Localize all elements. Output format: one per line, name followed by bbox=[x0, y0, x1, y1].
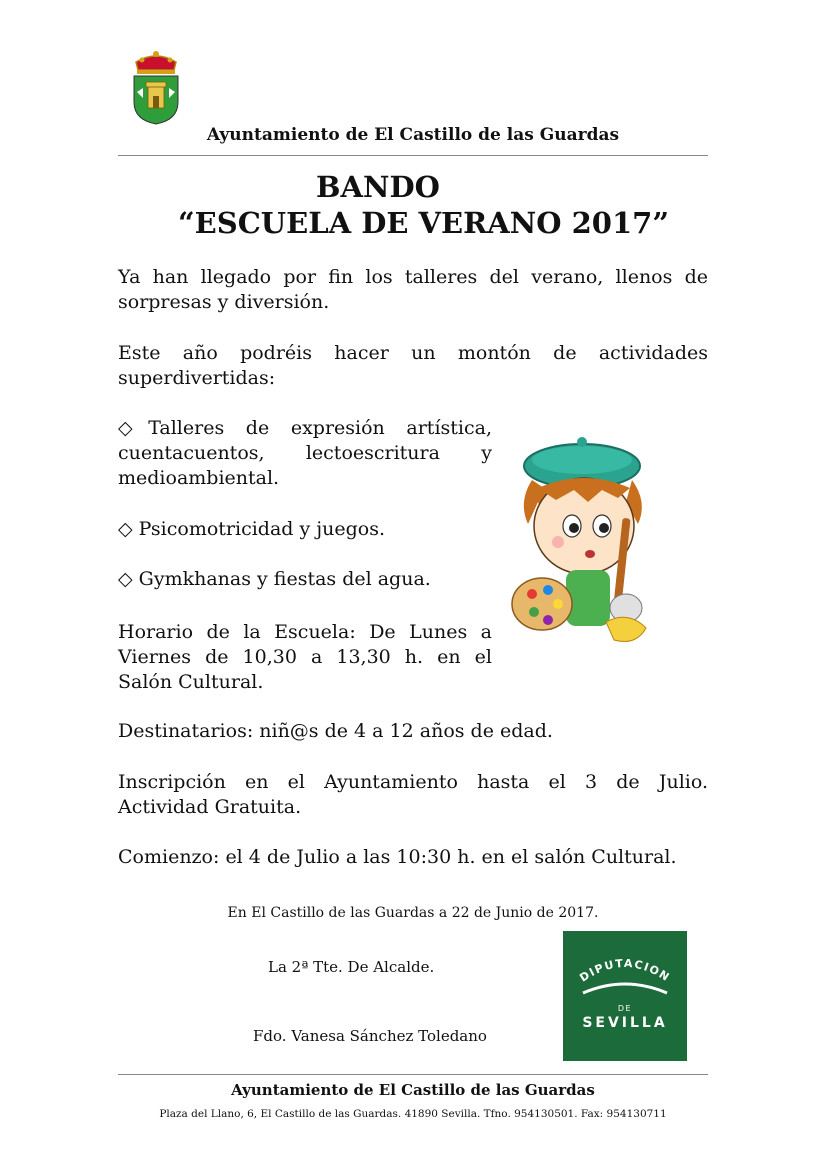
schedule-line-2: Viernes de 10,30 a 13,30 h. en el bbox=[118, 646, 492, 668]
logo-line-1: DIPUTACION bbox=[577, 956, 673, 985]
bullet-workshops-line-3: medioambiental. bbox=[118, 467, 280, 489]
schedule-paragraph bbox=[118, 620, 492, 695]
notice-title: BANDO bbox=[316, 170, 440, 204]
header-organization: Ayuntamiento de El Castillo de las Guardas bbox=[206, 125, 620, 145]
registration-line-2: Actividad Gratuita. bbox=[118, 796, 302, 818]
bullet-workshops-line-1: ◇Talleres de expresión artística, bbox=[118, 417, 492, 439]
notice-subtitle: “ESCUELA DE VERANO 2017” bbox=[178, 206, 670, 240]
start-line: Comienzo: el 4 de Julio a las 10:30 h. en el salón Cultural. bbox=[118, 846, 677, 868]
diputacion-logo bbox=[563, 931, 687, 1061]
footer-divider bbox=[118, 1074, 708, 1075]
intro-line-1: Ya han llegado por fin los talleres del verano, llenos de bbox=[118, 266, 708, 288]
schedule-line-3: Salón Cultural. bbox=[118, 671, 264, 693]
signer-role: La 2ª Tte. De Alcalde. bbox=[268, 958, 435, 976]
coat-of-arms-icon bbox=[128, 48, 184, 126]
svg-text:DIPUTACION bbox=[577, 957, 672, 985]
registration-paragraph bbox=[118, 770, 708, 820]
schedule-line-1: Horario de la Escuela: De Lunes a bbox=[118, 621, 492, 643]
place-date: En El Castillo de las Guardas a 22 de Junio de 2017. bbox=[227, 905, 599, 921]
signed-by: Fdo. Vanesa Sánchez Toledano bbox=[253, 1027, 487, 1045]
activities-paragraph bbox=[118, 341, 708, 391]
bullet-workshops-line-2: cuentacuentos, lectoescritura y bbox=[118, 442, 492, 464]
bullet-psychomotor: ◇ Psicomotricidad y juegos. bbox=[118, 518, 386, 540]
recipients-line: Destinatarios: niñ@s de 4 a 12 años de edad. bbox=[118, 720, 553, 742]
kid-painter-illustration bbox=[498, 432, 710, 654]
registration-line-1: Inscripción en el Ayuntamiento hasta el 3 de Julio. bbox=[118, 771, 708, 793]
intro-line-2: sorpresas y diversión. bbox=[118, 291, 330, 313]
activities-line-2: superdivertidas: bbox=[118, 367, 276, 389]
footer-organization: Ayuntamiento de El Castillo de las Guardas bbox=[231, 1081, 595, 1099]
footer-address: Plaza del Llano, 6, El Castillo de las Guardas. 41890 Sevilla. Tfno. 954130501. Fax: 954130711 bbox=[159, 1108, 667, 1120]
logo-line-3: SEVILLA bbox=[582, 1015, 668, 1031]
header-divider bbox=[118, 155, 708, 156]
bullet-gymkhanas: ◇ Gymkhanas y fiestas del agua. bbox=[118, 568, 431, 590]
intro-paragraph bbox=[118, 265, 708, 315]
logo-line-2: DE bbox=[617, 1004, 633, 1013]
bullet-workshops bbox=[118, 416, 492, 491]
activities-line-1: Este año podréis hacer un montón de actividades bbox=[118, 342, 708, 364]
